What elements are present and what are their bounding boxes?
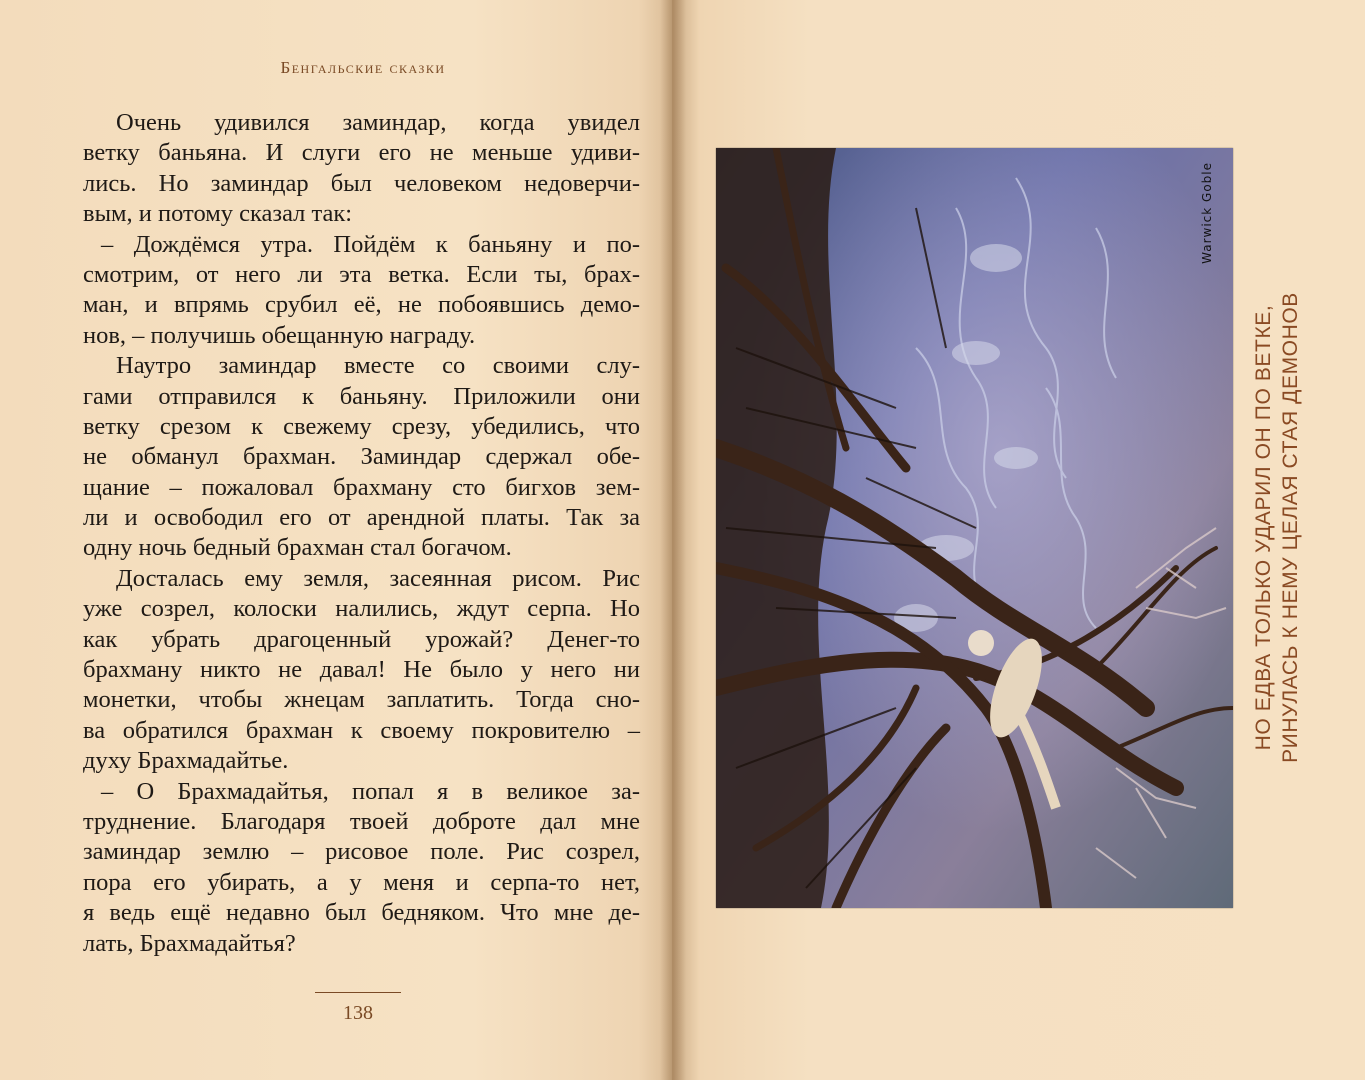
text-line: как убрать драгоценный урожай? Денег-то	[83, 625, 640, 653]
text-line: одну ночь бедный брахман стал богачом.	[83, 534, 512, 562]
text-line: монетки, чтобы жнецам заплатить. Тогда сно-	[83, 686, 640, 714]
text-line: труднение. Благодаря твоей доброте дал мне	[83, 807, 640, 835]
page-number: 138	[343, 1002, 373, 1024]
text-line: не обманул брахман. Заминдар сдержал обе-	[83, 443, 640, 471]
text-line: ман, и впрямь срубил её, не побоявшись демо-	[83, 291, 640, 319]
page-number-rule	[315, 992, 401, 993]
text-line: брахману никто не давал! Не было у него ни	[83, 656, 640, 684]
text-line: смотрим, от него ли эта ветка. Если ты, брах-	[83, 260, 640, 288]
text-line: заминдар землю – рисовое поле. Рис созрел,	[83, 838, 640, 866]
text-line: лись. Но заминдар был человеком недоверчи-	[83, 169, 640, 197]
running-head: Бенгальские сказки	[280, 58, 446, 77]
text-line: Наутро заминдар вместе со своими слу-	[116, 352, 640, 380]
text-line: духу Брахмадайтье.	[83, 747, 289, 775]
left-page	[0, 0, 672, 1080]
text-line: Досталась ему земля, засеянная рисом. Рис	[116, 564, 640, 592]
illustration-caption	[1250, 265, 1306, 790]
book-gutter	[660, 0, 686, 1080]
text-line: ли и освободил его от арендной платы. Так за	[83, 504, 640, 532]
text-line: я ведь ещё недавно был бедняком. Что мне де-	[83, 899, 640, 927]
text-line: гами отправился к баньяну. Приложили они	[83, 382, 640, 410]
text-line: Очень удивился заминдар, когда увидел	[116, 109, 640, 136]
text-line: – Дождёмся утра. Пойдём к баньяну и по-	[101, 230, 640, 258]
illustrator-signature: Warwick Goble	[1200, 162, 1214, 264]
text-line: лать, Брахмадайтья?	[83, 929, 296, 957]
text-line: уже созрел, колоски налились, ждут серпа. Но	[83, 595, 640, 623]
caption-text	[1250, 265, 1306, 790]
text-line: ветку баньяна. И слуги его не меньше удиви-	[83, 139, 640, 167]
text-line: щание – пожаловал брахману сто бигхов зем-	[83, 473, 640, 501]
text-line: ва обратился брахман к своему покровителю –	[83, 716, 640, 744]
text-line: – О Брахмадайтья, попал я в великое за-	[101, 777, 640, 805]
caption-line-1: НО ЕДВА ТОЛЬКО УДАРИЛ ОН ПО ВЕТКЕ,	[1252, 304, 1275, 751]
text-line: вым, и потому сказал так:	[83, 200, 353, 228]
text-line: нов, – получишь обещанную награду.	[83, 321, 476, 349]
body-text	[83, 108, 640, 959]
text-line: ветку срезом к свежему срезу, убедились, что	[83, 412, 640, 440]
text-line: пора его убирать, а у меня и серпа-то нет,	[83, 868, 640, 896]
illustration	[716, 148, 1233, 908]
caption-line-2: РИНУЛАСЬ К НЕМУ ЦЕЛАЯ СТАЯ ДЕМОНОВ	[1279, 292, 1302, 763]
